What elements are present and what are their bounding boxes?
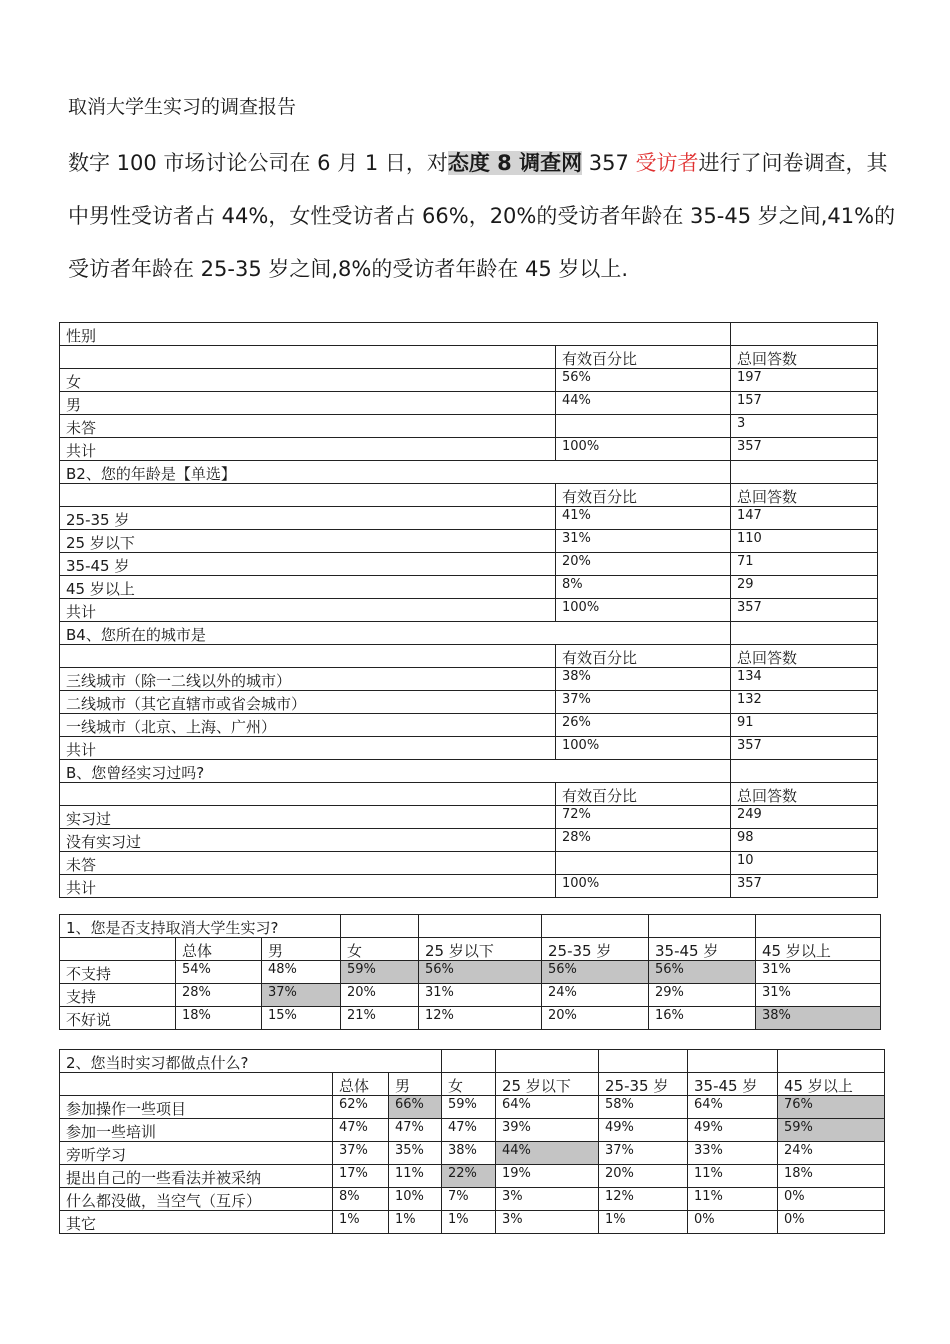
table-row bbox=[60, 691, 878, 714]
value-cell: 3% bbox=[496, 1211, 599, 1234]
col-header: 35-45 岁 bbox=[688, 1073, 778, 1096]
total-cell: 110 bbox=[731, 530, 878, 553]
total-cell: 71 bbox=[731, 553, 878, 576]
column-header-row bbox=[60, 346, 878, 369]
row-label: 参加操作一些项目 bbox=[60, 1096, 333, 1119]
value-cell: 54% bbox=[176, 961, 262, 984]
row-label: 没有实习过 bbox=[60, 829, 556, 852]
pct-cell: 26% bbox=[556, 714, 731, 737]
value-cell: 1% bbox=[599, 1211, 688, 1234]
table-row bbox=[60, 599, 878, 622]
value-cell: 16% bbox=[649, 1007, 756, 1030]
col-header-total: 总回答数 bbox=[731, 783, 878, 806]
intro-text-c: 进行了问卷调查，其中男性受访者占 44%，女性受访者占 66%，20%的受访者年龄在 35-45 岁之间,41%的受访者年龄在 25-35 岁之间,8%的受访者年龄在 45 岁以上. bbox=[68, 151, 896, 281]
col-header: 25-35 岁 bbox=[599, 1073, 688, 1096]
section-title: 性别 bbox=[60, 323, 731, 346]
value-cell: 1% bbox=[442, 1211, 496, 1234]
row-label: 旁听学习 bbox=[60, 1142, 333, 1165]
value-cell: 0% bbox=[778, 1188, 885, 1211]
empty-cell bbox=[599, 1050, 688, 1073]
section-title-row bbox=[60, 461, 878, 484]
table-row bbox=[60, 553, 878, 576]
value-cell: 12% bbox=[419, 1007, 542, 1030]
value-cell: 10% bbox=[389, 1188, 442, 1211]
value-cell: 21% bbox=[341, 1007, 419, 1030]
empty-cell bbox=[60, 645, 556, 668]
table-row bbox=[60, 392, 878, 415]
value-cell: 35% bbox=[389, 1142, 442, 1165]
section-title-row bbox=[60, 760, 878, 783]
q1-table bbox=[59, 914, 881, 1030]
value-cell: 0% bbox=[688, 1211, 778, 1234]
value-cell: 59% bbox=[341, 961, 419, 984]
table-row bbox=[60, 852, 878, 875]
pct-cell: 8% bbox=[556, 576, 731, 599]
row-label: 共计 bbox=[60, 438, 556, 461]
value-cell: 17% bbox=[333, 1165, 389, 1188]
col-header: 男 bbox=[262, 938, 341, 961]
value-cell: 0% bbox=[778, 1211, 885, 1234]
empty-cell bbox=[542, 915, 649, 938]
empty-cell bbox=[60, 938, 176, 961]
row-label: 共计 bbox=[60, 737, 556, 760]
column-header-row bbox=[60, 783, 878, 806]
q2-table bbox=[59, 1049, 885, 1234]
empty-cell bbox=[419, 915, 542, 938]
table-row bbox=[60, 507, 878, 530]
value-cell: 11% bbox=[389, 1165, 442, 1188]
row-label: 实习过 bbox=[60, 806, 556, 829]
report-title: 取消大学生实习的调查报告 bbox=[68, 96, 297, 118]
value-cell: 33% bbox=[688, 1142, 778, 1165]
row-label: 25 岁以下 bbox=[60, 530, 556, 553]
value-cell: 22% bbox=[442, 1165, 496, 1188]
value-cell: 47% bbox=[389, 1119, 442, 1142]
empty-cell bbox=[60, 1073, 333, 1096]
value-cell: 64% bbox=[688, 1096, 778, 1119]
section-title: B2、您的年龄是【单选】 bbox=[60, 461, 731, 484]
value-cell: 11% bbox=[688, 1165, 778, 1188]
question-title: 2、您当时实习都做点什么? bbox=[60, 1050, 442, 1073]
column-header-row bbox=[60, 645, 878, 668]
value-cell: 20% bbox=[542, 1007, 649, 1030]
col-header-pct: 有效百分比 bbox=[556, 484, 731, 507]
table-row bbox=[60, 438, 878, 461]
pct-cell: 37% bbox=[556, 691, 731, 714]
value-cell: 3% bbox=[496, 1188, 599, 1211]
value-cell: 31% bbox=[756, 961, 881, 984]
value-cell: 56% bbox=[542, 961, 649, 984]
empty-cell bbox=[731, 622, 878, 645]
pct-cell: 100% bbox=[556, 599, 731, 622]
total-cell: 98 bbox=[731, 829, 878, 852]
pct-cell: 20% bbox=[556, 553, 731, 576]
value-cell: 56% bbox=[649, 961, 756, 984]
intro-paragraph bbox=[68, 137, 898, 296]
value-cell: 59% bbox=[778, 1119, 885, 1142]
col-header: 总体 bbox=[176, 938, 262, 961]
value-cell: 59% bbox=[442, 1096, 496, 1119]
value-cell: 18% bbox=[176, 1007, 262, 1030]
pct-cell: 100% bbox=[556, 737, 731, 760]
table-row bbox=[60, 668, 878, 691]
table-row bbox=[60, 1007, 881, 1030]
pct-cell: 28% bbox=[556, 829, 731, 852]
col-header-total: 总回答数 bbox=[731, 645, 878, 668]
value-cell: 47% bbox=[333, 1119, 389, 1142]
pct-cell: 56% bbox=[556, 369, 731, 392]
demographics-table bbox=[59, 322, 878, 898]
total-cell: 3 bbox=[731, 415, 878, 438]
intro-text-a: 数字 100 市场讨论公司在 6 月 1 日，对 bbox=[68, 151, 448, 175]
value-cell: 20% bbox=[341, 984, 419, 1007]
total-cell: 249 bbox=[731, 806, 878, 829]
value-cell: 31% bbox=[756, 984, 881, 1007]
row-label: 25-35 岁 bbox=[60, 507, 556, 530]
col-header-pct: 有效百分比 bbox=[556, 783, 731, 806]
section-title: B、您曾经实习过吗? bbox=[60, 760, 731, 783]
row-label: 未答 bbox=[60, 415, 556, 438]
value-cell: 29% bbox=[649, 984, 756, 1007]
value-cell: 28% bbox=[176, 984, 262, 1007]
total-cell: 134 bbox=[731, 668, 878, 691]
table-row bbox=[60, 1096, 885, 1119]
table-row bbox=[60, 714, 878, 737]
col-header: 男 bbox=[389, 1073, 442, 1096]
total-cell: 29 bbox=[731, 576, 878, 599]
col-header: 女 bbox=[341, 938, 419, 961]
value-cell: 76% bbox=[778, 1096, 885, 1119]
row-label: 共计 bbox=[60, 599, 556, 622]
col-header: 总体 bbox=[333, 1073, 389, 1096]
empty-cell bbox=[731, 760, 878, 783]
row-label: 支持 bbox=[60, 984, 176, 1007]
column-header-row bbox=[60, 1073, 885, 1096]
table-row bbox=[60, 1211, 885, 1234]
column-header-row bbox=[60, 938, 881, 961]
empty-cell bbox=[60, 783, 556, 806]
value-cell: 58% bbox=[599, 1096, 688, 1119]
total-cell: 10 bbox=[731, 852, 878, 875]
value-cell: 18% bbox=[778, 1165, 885, 1188]
pct-cell: 41% bbox=[556, 507, 731, 530]
total-cell: 147 bbox=[731, 507, 878, 530]
table-row bbox=[60, 369, 878, 392]
total-cell: 357 bbox=[731, 599, 878, 622]
col-header: 25-35 岁 bbox=[542, 938, 649, 961]
col-header: 女 bbox=[442, 1073, 496, 1096]
value-cell: 62% bbox=[333, 1096, 389, 1119]
value-cell: 38% bbox=[756, 1007, 881, 1030]
column-header-row bbox=[60, 484, 878, 507]
intro-red-text: 受访者 bbox=[635, 151, 699, 175]
total-cell: 357 bbox=[731, 737, 878, 760]
value-cell: 11% bbox=[688, 1188, 778, 1211]
col-header: 35-45 岁 bbox=[649, 938, 756, 961]
value-cell: 37% bbox=[599, 1142, 688, 1165]
pct-cell: 100% bbox=[556, 875, 731, 898]
row-label: 什么都没做，当空气（互斥） bbox=[60, 1188, 333, 1211]
value-cell: 12% bbox=[599, 1188, 688, 1211]
row-label: 二线城市（其它直辖市或省会城市） bbox=[60, 691, 556, 714]
empty-cell bbox=[649, 915, 756, 938]
table-row bbox=[60, 1119, 885, 1142]
empty-cell bbox=[756, 915, 881, 938]
intro-text-b: 357 bbox=[582, 151, 636, 175]
table-row bbox=[60, 961, 881, 984]
pct-cell bbox=[556, 415, 731, 438]
value-cell: 37% bbox=[262, 984, 341, 1007]
pct-cell bbox=[556, 852, 731, 875]
value-cell: 49% bbox=[688, 1119, 778, 1142]
value-cell: 48% bbox=[262, 961, 341, 984]
empty-cell bbox=[496, 1050, 599, 1073]
row-label: 不支持 bbox=[60, 961, 176, 984]
value-cell: 49% bbox=[599, 1119, 688, 1142]
row-label: 不好说 bbox=[60, 1007, 176, 1030]
col-header-total: 总回答数 bbox=[731, 346, 878, 369]
value-cell: 1% bbox=[333, 1211, 389, 1234]
table-row bbox=[60, 1188, 885, 1211]
value-cell: 47% bbox=[442, 1119, 496, 1142]
col-header-pct: 有效百分比 bbox=[556, 346, 731, 369]
pct-cell: 72% bbox=[556, 806, 731, 829]
col-header: 25 岁以下 bbox=[496, 1073, 599, 1096]
row-label: 其它 bbox=[60, 1211, 333, 1234]
value-cell: 24% bbox=[542, 984, 649, 1007]
table-row bbox=[60, 1165, 885, 1188]
row-label: 参加一些培训 bbox=[60, 1119, 333, 1142]
table-row bbox=[60, 829, 878, 852]
row-label: 男 bbox=[60, 392, 556, 415]
row-label: 共计 bbox=[60, 875, 556, 898]
empty-cell bbox=[442, 1050, 496, 1073]
total-cell: 197 bbox=[731, 369, 878, 392]
pct-cell: 31% bbox=[556, 530, 731, 553]
value-cell: 66% bbox=[389, 1096, 442, 1119]
table-row bbox=[60, 530, 878, 553]
value-cell: 31% bbox=[419, 984, 542, 1007]
col-header: 45 岁以上 bbox=[778, 1073, 885, 1096]
col-header-total: 总回答数 bbox=[731, 484, 878, 507]
total-cell: 357 bbox=[731, 438, 878, 461]
intro-highlight: 态度 8 调查网 bbox=[447, 151, 583, 175]
col-header: 45 岁以上 bbox=[756, 938, 881, 961]
question-title: 1、您是否支持取消大学生实习? bbox=[60, 915, 341, 938]
value-cell: 39% bbox=[496, 1119, 599, 1142]
pct-cell: 100% bbox=[556, 438, 731, 461]
table-row bbox=[60, 984, 881, 1007]
row-label: 一线城市（北京、上海、广州） bbox=[60, 714, 556, 737]
value-cell: 15% bbox=[262, 1007, 341, 1030]
value-cell: 8% bbox=[333, 1188, 389, 1211]
empty-cell bbox=[731, 323, 878, 346]
empty-cell bbox=[60, 484, 556, 507]
col-header: 25 岁以下 bbox=[419, 938, 542, 961]
total-cell: 157 bbox=[731, 392, 878, 415]
empty-cell bbox=[341, 915, 419, 938]
row-label: 提出自己的一些看法并被采纳 bbox=[60, 1165, 333, 1188]
section-title: B4、您所在的城市是 bbox=[60, 622, 731, 645]
value-cell: 44% bbox=[496, 1142, 599, 1165]
col-header-pct: 有效百分比 bbox=[556, 645, 731, 668]
pct-cell: 38% bbox=[556, 668, 731, 691]
row-label: 女 bbox=[60, 369, 556, 392]
table-row bbox=[60, 737, 878, 760]
row-label: 45 岁以上 bbox=[60, 576, 556, 599]
value-cell: 7% bbox=[442, 1188, 496, 1211]
section-title-row bbox=[60, 622, 878, 645]
section-title-row bbox=[60, 323, 878, 346]
total-cell: 132 bbox=[731, 691, 878, 714]
total-cell: 91 bbox=[731, 714, 878, 737]
total-cell: 357 bbox=[731, 875, 878, 898]
value-cell: 20% bbox=[599, 1165, 688, 1188]
value-cell: 1% bbox=[389, 1211, 442, 1234]
table-row bbox=[60, 1142, 885, 1165]
value-cell: 38% bbox=[442, 1142, 496, 1165]
table-row bbox=[60, 875, 878, 898]
value-cell: 19% bbox=[496, 1165, 599, 1188]
question-title-row bbox=[60, 915, 881, 938]
empty-cell bbox=[731, 461, 878, 484]
value-cell: 56% bbox=[419, 961, 542, 984]
row-label: 三线城市（除一二线以外的城市） bbox=[60, 668, 556, 691]
table-row bbox=[60, 806, 878, 829]
empty-cell bbox=[688, 1050, 778, 1073]
value-cell: 24% bbox=[778, 1142, 885, 1165]
empty-cell bbox=[60, 346, 556, 369]
empty-cell bbox=[778, 1050, 885, 1073]
pct-cell: 44% bbox=[556, 392, 731, 415]
value-cell: 64% bbox=[496, 1096, 599, 1119]
row-label: 35-45 岁 bbox=[60, 553, 556, 576]
table-row bbox=[60, 415, 878, 438]
row-label: 未答 bbox=[60, 852, 556, 875]
value-cell: 37% bbox=[333, 1142, 389, 1165]
question-title-row bbox=[60, 1050, 885, 1073]
table-row bbox=[60, 576, 878, 599]
